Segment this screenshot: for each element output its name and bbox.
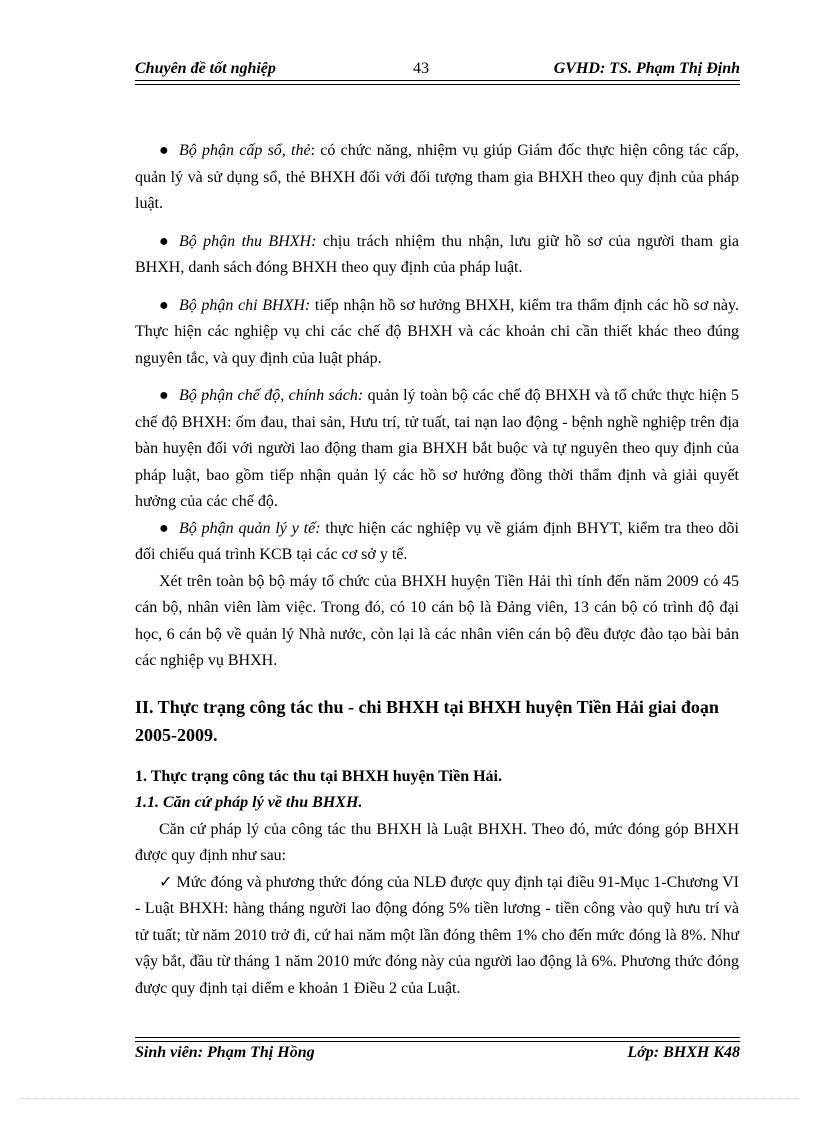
check-icon: ✓ [159,873,173,891]
page-bottom-dotted-line [20,1098,800,1099]
footer-rule-thick [135,1041,740,1042]
check-item [135,870,739,1003]
header-rule-thin [135,84,740,85]
legal-paragraph: Căn cứ pháp lý của công tác thu BHXH là Luật BHXH. Theo đó, mức đóng góp BHXH được quy định như sau: [135,820,739,864]
bullet-icon: ● [159,142,169,159]
bullet-lead: Bộ phận quản lý y tế: [179,519,321,537]
bullet-item-che-do [135,383,739,516]
subheading: 1. Thực trạng công tác thu tại BHXH huyện Tiền Hải. [135,767,502,785]
bullet-item-y-te [135,516,739,569]
bullet-lead: Bộ phận chi BHXH: [179,296,311,314]
bullet-text: chịu trách nhiệm thu nhận, lưu giữ hồ sơ của người tham gia BHXH, danh sách đóng BHXH theo quy định của pháp luật. [135,232,739,276]
bullet-item-so-the [135,138,739,218]
bullet-icon: ● [159,519,169,537]
bullet-text: quản lý toàn bộ các chế độ BHXH và tổ chức thực hiện 5 chế độ BHXH: ốm đau, thai sản, Hưu trí, tử tuất, tai nạn lao động - bệnh nghề nghiệp trên địa bàn huyện đối với người lao động tham gia BHXH bắt buộc và tự nguyên theo quy định của pháp luật, bao gồm tiếp nhận quản lý các hồ sơ hưởng đồng thời thẩm định và giải quyết hưởng của các chế độ. [135,387,739,510]
summary-paragraph: Xét trên toàn bộ bộ máy tổ chức của BHXH huyện Tiền Hải thì tính đến năm 2009 có 45 cán bộ, nhân viên làm việc. Trong đó, có 10 cán bộ là Đảng viên, 13 cán bộ có trình độ đại học, 6 cán bộ về quản lý Nhà nước, còn lại là các nhân viên cán bộ đều được đào tạo bài bản các nghiệp vụ BHXH. [135,572,739,669]
header-thesis-title: Chuyên đề tốt nghiệp [135,60,276,77]
bullet-text: tiếp nhận hồ sơ hưởng BHXH, kiểm tra thẩm định các hồ sơ này. Thực hiện các nghiệp vụ chi các chế độ BHXH và các khoản chi cần thiết khác theo đúng nguyên tắc, và quy định của luật pháp. [135,296,739,367]
footer-rule-thin [135,1037,740,1038]
header-supervisor: GVHD: TS. Phạm Thị Định [553,60,740,77]
bullet-item-chi [135,293,739,373]
bullet-icon: ● [159,387,169,404]
check-item-text: Mức đóng và phương thức đóng của NLĐ được quy định tại điều 91-Mục 1-Chương VI - Luật BHXH: hàng tháng người lao động đóng 5% tiền lương - tiền công vào quỹ hưu trí và tử tuất; từ năm 2010 trở đi, cứ hai năm một lần đóng thêm 1% cho đến mức đóng là 8%. Như vậy bắt, đầu từ tháng 1 năm 2010 mức đóng này của người lao động là 6%. Phương thức đóng được quy định tại diểm e khoản 1 Điều 2 của Luật. [135,873,740,997]
bullet-text: thực hiện các nghiệp vụ về giám định BHYT, kiểm tra theo dõi đối chiếu quá trình KCB tại các cơ sở y tế. [135,519,740,563]
page-header [135,60,740,82]
document-body [135,138,739,1002]
bullet-lead: Bộ phận thu BHXH: [179,232,317,250]
footer-student: Sinh viên: Phạm Thị Hồng [135,1044,315,1061]
bullet-icon: ● [159,296,169,314]
bullet-item-thu [135,229,739,282]
header-page-number: 43 [413,60,429,77]
footer-class: Lớp: BHXH K48 [627,1044,740,1061]
bullet-icon: ● [159,232,169,250]
bullet-text: : có chức năng, nhiệm vụ giúp Giám đốc thực hiện công tác cấp, quản lý và sử dụng sổ, thẻ BHXH đối với đối tượng tham gia BHXH theo quy định của pháp luật. [135,142,739,212]
page-footer [135,1044,740,1066]
subsubheading: 1.1. Căn cứ pháp lý về thu BHXH. [135,794,363,811]
bullet-lead: Bộ phận cấp sổ, thẻ [179,142,311,159]
section-heading: II. Thực trạng công tác thu - chi BHXH tại BHXH huyện Tiền Hải giai đoạn 2005-2009. [135,696,719,745]
header-rule-thick [135,80,740,81]
bullet-lead: Bộ phận chế độ, chính sách: [179,387,364,404]
